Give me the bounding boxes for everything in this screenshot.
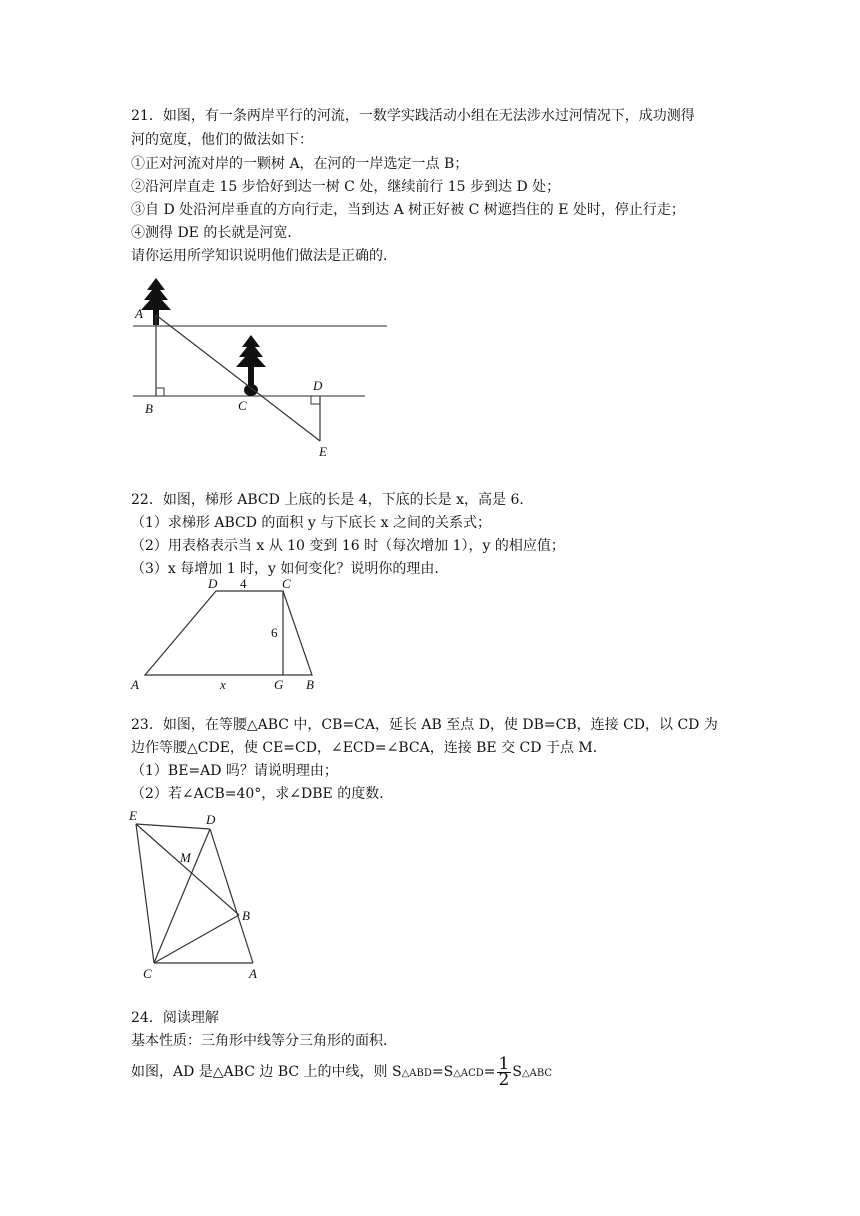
q24-eq-1: =S: [431, 1064, 454, 1080]
label-b: B: [306, 677, 314, 692]
q23-line-1: 23．如图，在等腰△ABC 中，CB=CA，延长 AB 至点 D，使 DB=CB，连接 CD，以 CD 为: [131, 717, 718, 733]
right-angle-b: [156, 388, 164, 396]
label-a: A: [135, 306, 143, 321]
q23-line-2: 边作等腰△CDE，使 CE=CD，∠ECD=∠BCA，连接 BE 交 CD 于点 M．: [131, 740, 607, 756]
q24-sub-abd: △ABD: [401, 1068, 432, 1079]
segment-ae: [156, 315, 320, 441]
q21-line-4: ②沿河岸直走 15 步恰好到达一树 C 处，继续前行 15 步到达 D 处；: [131, 179, 561, 195]
label-x: x: [220, 677, 226, 692]
label-c: C: [282, 576, 291, 591]
q23-line-3: （1）BE=AD 吗？请说明理由；: [131, 763, 338, 779]
q24-fraction-numerator: 1: [498, 1053, 510, 1074]
q22-line-1: 22．如图，梯形 ABCD 上底的长是 4，下底的长是 x，高是 6．: [131, 492, 534, 508]
q23-triangle-figure: [125, 805, 275, 985]
q24-sub-acd: △ACD: [453, 1068, 484, 1079]
label-c: C: [143, 966, 152, 981]
q24-s-symbol: S: [512, 1064, 522, 1080]
tree-c-icon: [236, 335, 266, 396]
q22-line-3: （2）用表格表示当 x 从 10 变到 16 时（每次增加 1），y 的相应值；: [131, 538, 565, 554]
label-e: E: [129, 808, 137, 823]
q24-line-1: 基本性质：三角形中线等分三角形的面积．: [131, 1033, 397, 1049]
q24-title: 24．阅读理解: [131, 1010, 219, 1026]
q21-line-6: ④测得 DE 的长就是河宽．: [131, 225, 302, 241]
label-d: D: [206, 812, 216, 827]
label-d: D: [313, 378, 323, 393]
segment-ec: [136, 824, 154, 963]
q22-line-4: （3）x 每增加 1 时，y 如何变化？说明你的理由．: [131, 561, 449, 577]
q22-line-2: （1）求梯形 ABCD 的面积 y 与下底长 x 之间的关系式；: [131, 515, 492, 531]
label-g: G: [274, 677, 284, 692]
q24-eq-2: =: [483, 1064, 496, 1080]
segment-cb: [154, 915, 239, 963]
label-m: M: [180, 850, 191, 865]
label-d: D: [208, 576, 218, 591]
q21-line-5: ③自 D 处沿河岸垂直的方向行走，当到达 A 树正好被 C 树遮挡住的 E 处时，停止行走；: [131, 202, 685, 218]
label-a: A: [249, 966, 257, 981]
label-a: A: [131, 677, 139, 692]
label-c: C: [238, 398, 247, 413]
label-top-length: 4: [240, 576, 247, 591]
q21-line-2: 河的宽度，他们的做法如下：: [131, 132, 313, 148]
label-b: B: [242, 908, 250, 923]
q21-line-7: 请你运用所学知识说明他们做法是正确的．: [131, 248, 397, 264]
q21-line-3: ①正对河流对岸的一颗树 A，在河的一岸选定一点 B；: [131, 156, 469, 172]
trapezoid-abcd: [145, 591, 312, 675]
q24-line-2: [131, 1053, 553, 1090]
q24-fraction-denominator: 2: [498, 1069, 510, 1090]
q21-line-1: 21．如图，有一条两岸平行的河流，一数学实践活动小组在无法涉水过河情况下，成功测得: [131, 108, 695, 124]
q21-river-figure: [125, 270, 395, 465]
label-b: B: [145, 401, 153, 416]
q24-formula-prefix: 如图，AD 是△ABC 边 BC 上的中线，则 S: [131, 1064, 402, 1080]
label-e: E: [319, 444, 327, 459]
q24-fraction: [497, 1053, 512, 1090]
label-height: 6: [271, 625, 278, 640]
right-angle-d: [311, 396, 320, 404]
segment-da: [210, 829, 253, 963]
q23-line-4: （2）若∠ACB=40°，求∠DBE 的度数．: [131, 786, 394, 802]
q22-trapezoid-figure: [125, 576, 335, 694]
segment-ed: [136, 824, 210, 829]
q24-sub-abc: △ABC: [521, 1068, 553, 1079]
